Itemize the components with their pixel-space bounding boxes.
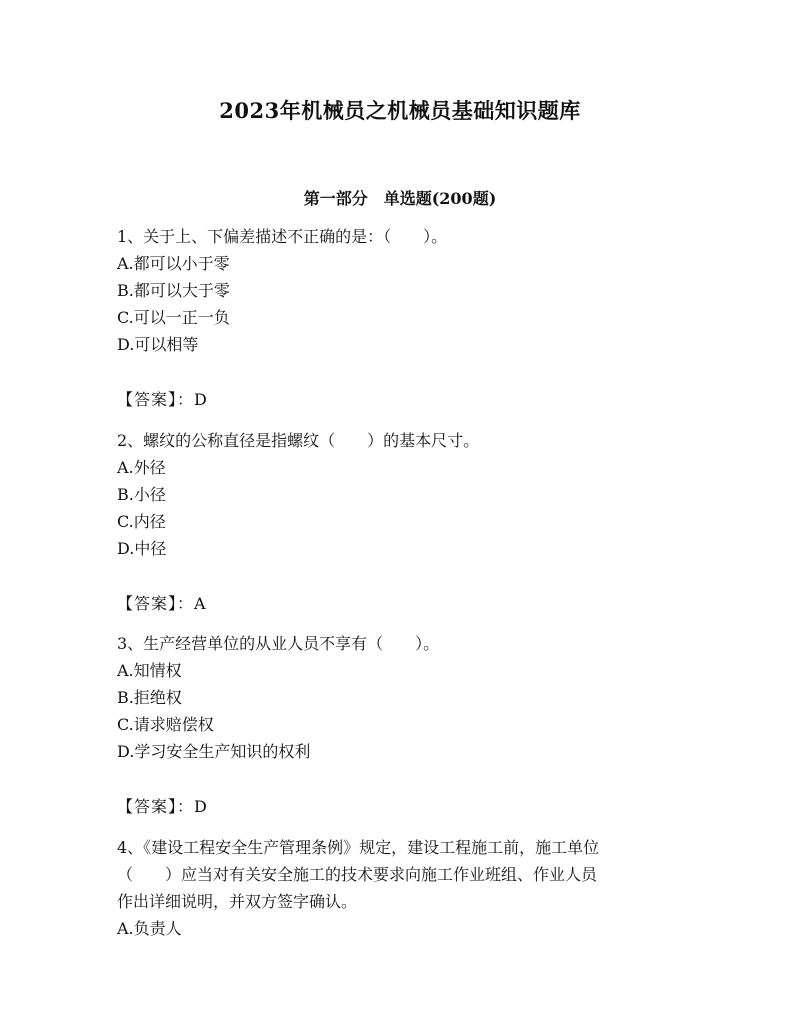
question-2-option-c: C.内径 bbox=[117, 512, 166, 531]
question-1-option-d: D.可以相等 bbox=[117, 335, 199, 354]
question-4-stem-line-3: 作出详细说明，并双方签字确认。 bbox=[117, 892, 358, 911]
question-3-option-d: D.学习安全生产知识的权利 bbox=[117, 742, 311, 761]
question-2-option-b: B.小径 bbox=[117, 485, 166, 504]
question-4-stem-line-1: 4、《建设工程安全生产管理条例》规定，建设工程施工前，施工单位 bbox=[117, 838, 600, 857]
question-4-option-a: A.负责人 bbox=[117, 919, 182, 938]
question-1-option-a: A.都可以小于零 bbox=[117, 254, 230, 273]
section-title: 第一部分 单选题(200题) bbox=[303, 189, 497, 208]
question-1-option-b: B.都可以大于零 bbox=[117, 281, 230, 300]
question-2-option-d: D.中径 bbox=[117, 539, 167, 558]
question-3-option-c: C.请求赔偿权 bbox=[117, 715, 214, 734]
question-2-stem: 2、螺纹的公称直径是指螺纹（ ）的基本尺寸。 bbox=[117, 431, 480, 450]
question-3-stem: 3、生产经营单位的从业人员不享有（ ）。 bbox=[117, 634, 440, 653]
question-3-answer: 【答案】：D bbox=[117, 797, 208, 816]
document-title: 2023年机械员之机械员基础知识题库 bbox=[219, 98, 581, 123]
question-1-stem: 1、关于上、下偏差描述不正确的是：（ ）。 bbox=[117, 227, 448, 246]
question-4-stem-line-2: （ ）应当对有关安全施工的技术要求向施工作业班组、作业人员 bbox=[117, 865, 598, 884]
question-1-answer: 【答案】：D bbox=[117, 390, 208, 409]
question-3-option-a: A.知情权 bbox=[117, 661, 182, 680]
question-3-option-b: B.拒绝权 bbox=[117, 688, 182, 707]
question-2-option-a: A.外径 bbox=[117, 458, 166, 477]
question-1-option-c: C.可以一正一负 bbox=[117, 308, 230, 327]
question-2-answer: 【答案】：A bbox=[117, 594, 207, 613]
